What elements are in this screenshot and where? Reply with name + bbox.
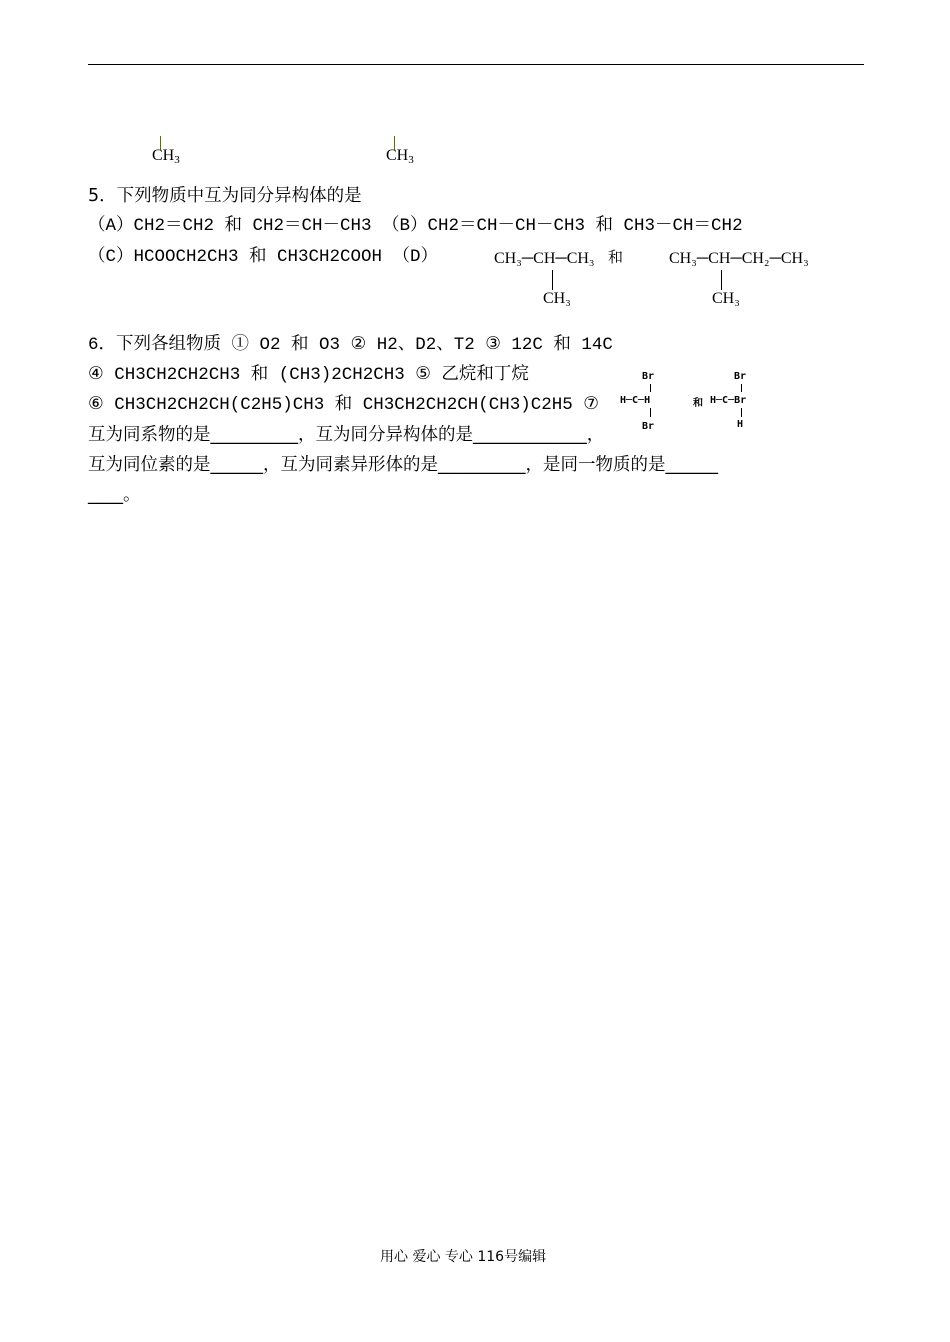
mol1-top: Br xyxy=(642,371,655,382)
ch3-left xyxy=(152,147,180,166)
ch3-left-sub: 3 xyxy=(174,154,180,166)
ch3-right xyxy=(386,147,414,166)
q5-d-right-branch: CH₃ xyxy=(712,290,740,307)
mol2-bond-bottom xyxy=(741,408,742,417)
ch3-left-text: CH xyxy=(152,147,175,164)
ch3-right-sub: 3 xyxy=(408,154,414,166)
mol2-mid: H─C─Br xyxy=(710,395,747,406)
q5-d-left-bond xyxy=(552,270,553,290)
q6-line-6-7: ⑥ CH3CH2CH2CH(C2H5)CH3 和 CH3CH2CH2CH(CH3)C2H5 ⑦ xyxy=(88,395,599,415)
q6-answer-line-2: 互为同位素的是______，互为同素异形体的是__________，是同一物质的是______ xyxy=(88,455,718,475)
ch3-right-text: CH xyxy=(386,147,409,164)
q5-title: 5．下列物质中互为同分异构体的是 xyxy=(88,186,362,206)
q5-d-left-main: CH₃─CH─CH₃ xyxy=(494,250,595,267)
mol-and: 和 xyxy=(693,398,703,409)
mol1-bottom: Br xyxy=(642,421,655,432)
q5-d-left-branch: CH₃ xyxy=(543,290,571,307)
q5-d-and: 和 xyxy=(608,250,624,266)
mol1-mid: H─C─H xyxy=(620,395,651,406)
page-footer: 用心 爱心 专心 116号编辑 xyxy=(380,1249,547,1265)
q5-d-right-bond xyxy=(721,270,722,290)
mol2-top: Br xyxy=(734,371,747,382)
mol1-bond-top xyxy=(650,384,651,392)
mol2-bottom: H xyxy=(737,419,744,430)
q6-answer-line-1: 互为同系物的是__________，互为同分异构体的是_____________， xyxy=(88,425,605,445)
q5-options-ab: （A）CH2＝CH2 和 CH2＝CH－CH3 （B）CH2＝CH－CH－CH3 和 CH3－CH＝CH2 xyxy=(88,216,743,236)
q6-answer-line-3: ____。 xyxy=(88,485,141,505)
q5-d-right-main: CH₃─CH─CH₂─CH₃ xyxy=(669,250,809,267)
mol2-bond-top xyxy=(741,384,742,392)
mol1-bond-bottom xyxy=(650,408,651,417)
q6-line-4-5: ④ CH3CH2CH2CH3 和 (CH3)2CH2CH3 ⑤ 乙烷和丁烷 xyxy=(88,365,529,385)
q5-options-cd: （C）HCOOCH2CH3 和 CH3CH2COOH （D） xyxy=(88,247,439,267)
q6-title: 6．下列各组物质 ① O2 和 O3 ② H2、D2、T2 ③ 12C 和 14C xyxy=(88,335,613,355)
header-rule xyxy=(88,64,864,65)
